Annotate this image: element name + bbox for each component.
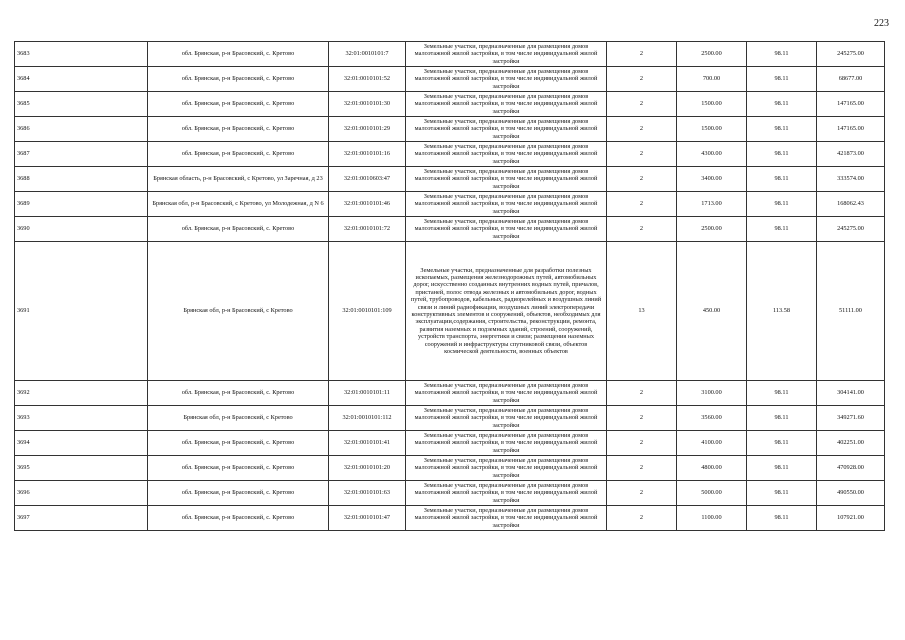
permitted-use-cell: Земельные участки, предназначенные для размещения домов малоэтажной жилой застройки, в том числе индивидуальной жилой застройки: [406, 431, 607, 456]
row-number: 3690: [15, 217, 148, 242]
category-cell: 2: [607, 192, 677, 217]
cadastral-value-table: [14, 41, 885, 531]
address-cell: обл. Брянская, р-н Брасовский, с. Кретово: [148, 456, 329, 481]
cadastral-value-cell: 245275.00: [817, 42, 885, 67]
category-cell: 2: [607, 481, 677, 506]
cadastral-value-cell: 421873.00: [817, 142, 885, 167]
address-cell: Брянская обл, р-н Брасовский, с Кретово: [148, 242, 329, 381]
row-number: 3696: [15, 481, 148, 506]
cadastral-value-cell: 68677.00: [817, 67, 885, 92]
category-cell: 2: [607, 167, 677, 192]
specific-value-cell: 98.11: [747, 481, 817, 506]
area-cell: 4800.00: [677, 456, 747, 481]
area-cell: 1713.00: [677, 192, 747, 217]
cadastral-number-cell: 32:01:0010101:109: [329, 242, 406, 381]
address-cell: Брянская обл, р-н Брасовский, с Кретово: [148, 406, 329, 431]
page-number: 223: [874, 18, 889, 29]
category-cell: 2: [607, 456, 677, 481]
category-cell: 2: [607, 406, 677, 431]
area-cell: 3560.00: [677, 406, 747, 431]
category-cell: 2: [607, 92, 677, 117]
category-cell: 2: [607, 506, 677, 531]
row-number: 3684: [15, 67, 148, 92]
table-row: [15, 92, 885, 117]
cadastral-value-cell: 51111.00: [817, 242, 885, 381]
cadastral-number-cell: 32:01:0010101:46: [329, 192, 406, 217]
row-number: 3691: [15, 242, 148, 381]
area-cell: 4100.00: [677, 431, 747, 456]
cadastral-value-cell: 168062.43: [817, 192, 885, 217]
specific-value-cell: 98.11: [747, 167, 817, 192]
permitted-use-cell: Земельные участки, предназначенные для размещения домов малоэтажной жилой застройки, в том числе индивидуальной жилой застройки: [406, 456, 607, 481]
address-cell: обл. Брянская, р-н Брасовский, с. Кретово: [148, 92, 329, 117]
area-cell: 3100.00: [677, 381, 747, 406]
row-number: 3688: [15, 167, 148, 192]
area-cell: 2500.00: [677, 42, 747, 67]
address-cell: обл. Брянская, р-н Брасовский, с. Кретово: [148, 67, 329, 92]
cadastral-value-cell: 107921.00: [817, 506, 885, 531]
permitted-use-cell: Земельные участки, предназначенные для размещения домов малоэтажной жилой застройки, в том числе индивидуальной жилой застройки: [406, 117, 607, 142]
specific-value-cell: 98.11: [747, 117, 817, 142]
cadastral-number-cell: 32:01:0010101:52: [329, 67, 406, 92]
category-cell: 2: [607, 42, 677, 67]
permitted-use-cell: Земельные участки, предназначенные для размещения домов малоэтажной жилой застройки, в том числе индивидуальной жилой застройки: [406, 217, 607, 242]
cadastral-number-cell: 32:01:0010101:112: [329, 406, 406, 431]
specific-value-cell: 98.11: [747, 192, 817, 217]
address-cell: обл. Брянская, р-н Брасовский, с. Кретово: [148, 481, 329, 506]
specific-value-cell: 98.11: [747, 67, 817, 92]
area-cell: 700.00: [677, 67, 747, 92]
specific-value-cell: 98.11: [747, 42, 817, 67]
cadastral-number-cell: 32:01:0010101:20: [329, 456, 406, 481]
table-row: [15, 42, 885, 67]
category-cell: 2: [607, 217, 677, 242]
permitted-use-cell: Земельные участки, предназначенные для размещения домов малоэтажной жилой застройки, в том числе индивидуальной жилой застройки: [406, 167, 607, 192]
address-cell: обл. Брянская, р-н Брасовский, с. Кретово: [148, 42, 329, 67]
specific-value-cell: 98.11: [747, 381, 817, 406]
address-cell: обл. Брянская, р-н Брасовский, с. Кретово: [148, 431, 329, 456]
specific-value-cell: 98.11: [747, 431, 817, 456]
specific-value-cell: 98.11: [747, 217, 817, 242]
cadastral-number-cell: 32:01:0010101:11: [329, 381, 406, 406]
specific-value-cell: 98.11: [747, 506, 817, 531]
table-row: [15, 192, 885, 217]
cadastral-value-cell: 470928.00: [817, 456, 885, 481]
area-cell: 1500.00: [677, 92, 747, 117]
table-row: [15, 242, 885, 381]
address-cell: обл. Брянская, р-н Брасовский, с. Кретово: [148, 142, 329, 167]
row-number: 3697: [15, 506, 148, 531]
address-cell: обл. Брянская, р-н Брасовский, с. Кретово: [148, 117, 329, 142]
cadastral-value-cell: 402251.00: [817, 431, 885, 456]
row-number: 3685: [15, 92, 148, 117]
table-row: [15, 481, 885, 506]
cadastral-number-cell: 32:01:0010101:47: [329, 506, 406, 531]
table-row: [15, 431, 885, 456]
cadastral-value-cell: 490550.00: [817, 481, 885, 506]
category-cell: 2: [607, 431, 677, 456]
table-row: [15, 406, 885, 431]
area-cell: 2500.00: [677, 217, 747, 242]
table-row: [15, 167, 885, 192]
specific-value-cell: 98.11: [747, 406, 817, 431]
area-cell: 5000.00: [677, 481, 747, 506]
permitted-use-cell: Земельные участки, предназначенные для размещения домов малоэтажной жилой застройки, в том числе индивидуальной жилой застройки: [406, 192, 607, 217]
area-cell: 1500.00: [677, 117, 747, 142]
table-body: [15, 42, 885, 531]
cadastral-value-cell: 147165.00: [817, 117, 885, 142]
category-cell: 2: [607, 142, 677, 167]
table-row: [15, 117, 885, 142]
permitted-use-cell: Земельные участки, предназначенные для размещения домов малоэтажной жилой застройки, в том числе индивидуальной жилой застройки: [406, 406, 607, 431]
address-cell: Брянская обл, р-н Брасовский, с Кретово, ул Молодежная, д N 6: [148, 192, 329, 217]
table-row: [15, 67, 885, 92]
cadastral-value-cell: 147165.00: [817, 92, 885, 117]
specific-value-cell: 98.11: [747, 456, 817, 481]
row-number: 3683: [15, 42, 148, 67]
area-cell: 4300.00: [677, 142, 747, 167]
cadastral-number-cell: 32:01:0010603:47: [329, 167, 406, 192]
address-cell: обл. Брянская, р-н Брасовский, с. Кретово: [148, 217, 329, 242]
category-cell: 2: [607, 381, 677, 406]
table-row: [15, 217, 885, 242]
cadastral-value-cell: 333574.00: [817, 167, 885, 192]
permitted-use-cell: Земельные участки, предназначенные для размещения домов малоэтажной жилой застройки, в том числе индивидуальной жилой застройки: [406, 42, 607, 67]
category-cell: 13: [607, 242, 677, 381]
cadastral-number-cell: 32:01:0010101:30: [329, 92, 406, 117]
permitted-use-cell: Земельные участки, предназначенные для размещения домов малоэтажной жилой застройки, в том числе индивидуальной жилой застройки: [406, 92, 607, 117]
table-row: [15, 381, 885, 406]
permitted-use-cell: Земельные участки, предназначенные для разработки полезных ископаемых, размещения железнодорожных путей, автомобильных дорог, искусственно созданных внутренних водных путей, причалов, пристаней, полос отвода железных и автомобильных дорог, водных путей, трубопроводов, кабельных, радиорелейных и воздушных линий связи и линий радиофикации, воздушных линий электропередачи конструктивных элементов и сооружений, объектов, необходимых для эксплуатации,содержания, строительства, реконструкции, ремонта, развития наземных и подземных зданий, строений, сооружений, устройств транспорта, энергетики и связи; размещения наземных сооружений и инфраструктуры спутниковой связи, объектов космической деятельности, военных объектов: [406, 242, 607, 381]
row-number: 3692: [15, 381, 148, 406]
row-number: 3694: [15, 431, 148, 456]
cadastral-number-cell: 32:01:0010101:72: [329, 217, 406, 242]
area-cell: 1100.00: [677, 506, 747, 531]
row-number: 3686: [15, 117, 148, 142]
specific-value-cell: 113.58: [747, 242, 817, 381]
area-cell: 450.00: [677, 242, 747, 381]
row-number: 3689: [15, 192, 148, 217]
specific-value-cell: 98.11: [747, 142, 817, 167]
cadastral-number-cell: 32:01:0010101:29: [329, 117, 406, 142]
address-cell: обл. Брянская, р-н Брасовский, с. Кретово: [148, 381, 329, 406]
cadastral-number-cell: 32:01:0010101:41: [329, 431, 406, 456]
cadastral-value-cell: 349271.60: [817, 406, 885, 431]
permitted-use-cell: Земельные участки, предназначенные для размещения домов малоэтажной жилой застройки, в том числе индивидуальной жилой застройки: [406, 67, 607, 92]
permitted-use-cell: Земельные участки, предназначенные для размещения домов малоэтажной жилой застройки, в том числе индивидуальной жилой застройки: [406, 506, 607, 531]
permitted-use-cell: Земельные участки, предназначенные для размещения домов малоэтажной жилой застройки, в том числе индивидуальной жилой застройки: [406, 481, 607, 506]
address-cell: Брянская область, р-н Брасовский, с Кретово, ул Заречная, д 23: [148, 167, 329, 192]
cadastral-number-cell: 32:01:0010101:16: [329, 142, 406, 167]
cadastral-value-cell: 304141.00: [817, 381, 885, 406]
category-cell: 2: [607, 67, 677, 92]
table-row: [15, 456, 885, 481]
table-row: [15, 506, 885, 531]
category-cell: 2: [607, 117, 677, 142]
row-number: 3693: [15, 406, 148, 431]
specific-value-cell: 98.11: [747, 92, 817, 117]
permitted-use-cell: Земельные участки, предназначенные для размещения домов малоэтажной жилой застройки, в том числе индивидуальной жилой застройки: [406, 142, 607, 167]
row-number: 3687: [15, 142, 148, 167]
cadastral-value-cell: 245275.00: [817, 217, 885, 242]
table-row: [15, 142, 885, 167]
permitted-use-cell: Земельные участки, предназначенные для размещения домов малоэтажной жилой застройки, в том числе индивидуальной жилой застройки: [406, 381, 607, 406]
area-cell: 3400.00: [677, 167, 747, 192]
address-cell: обл. Брянская, р-н Брасовский, с. Кретово: [148, 506, 329, 531]
cadastral-number-cell: 32:01:0010101:63: [329, 481, 406, 506]
row-number: 3695: [15, 456, 148, 481]
cadastral-number-cell: 32:01:0010101:7: [329, 42, 406, 67]
